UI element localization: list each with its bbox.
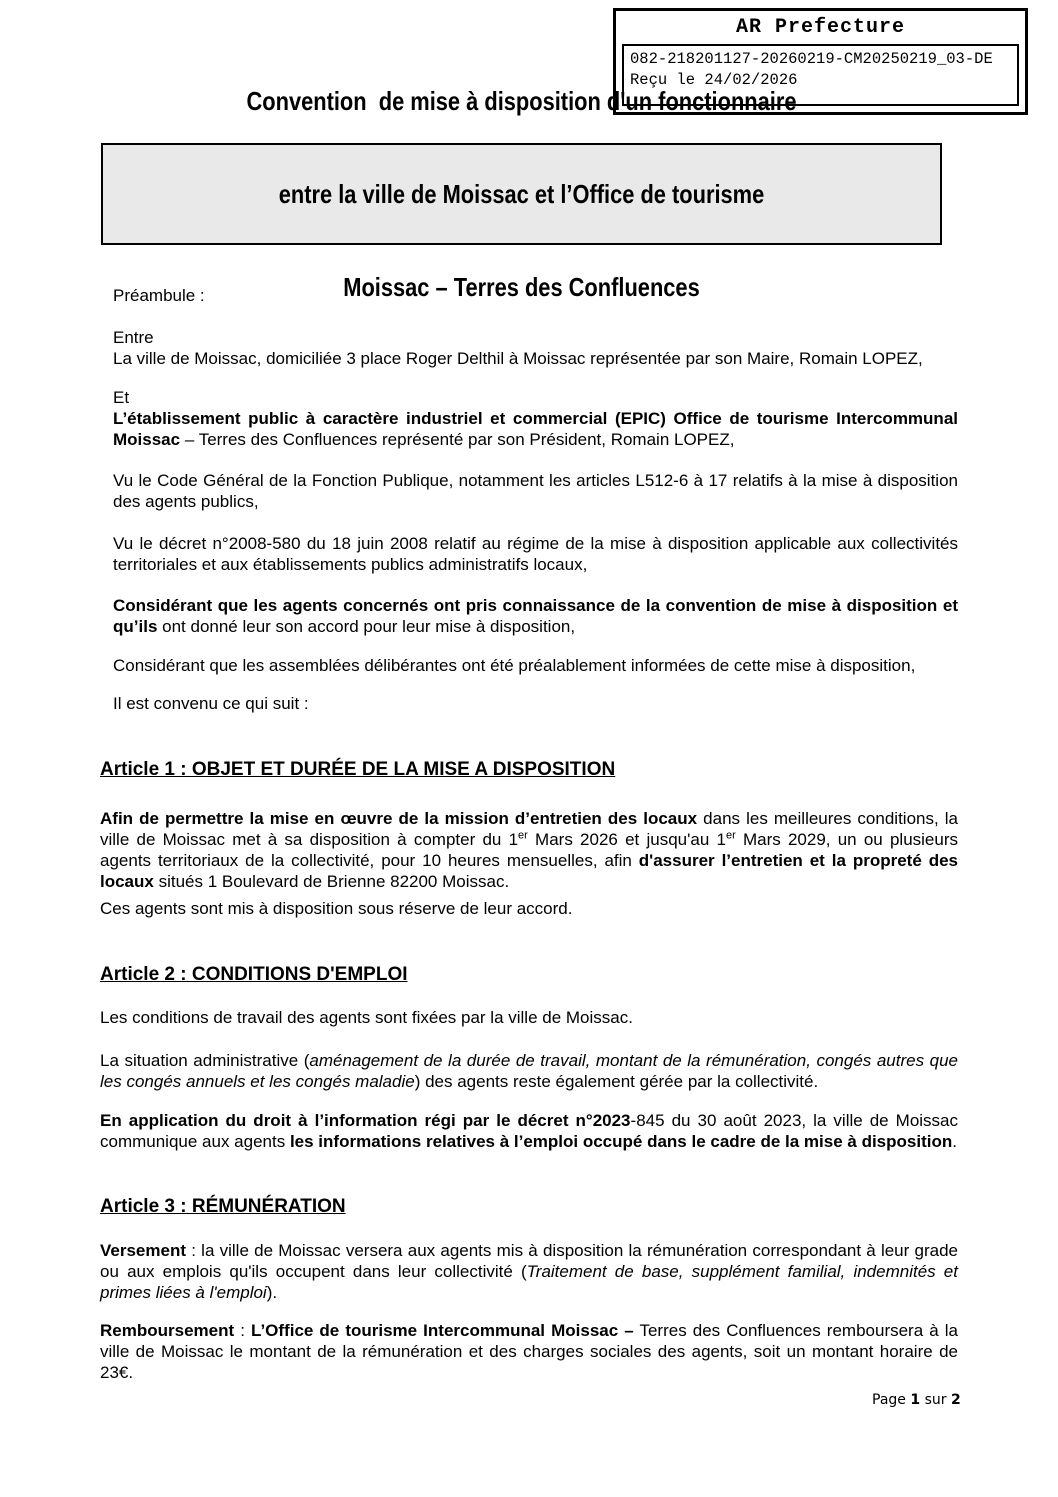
italic-run: aménagement de la durée de travail, montant de la rémunération, congés autres que les congés annuels et les congés maladie [100, 1051, 958, 1091]
paragraph-vu-code: Vu le Code Général de la Fonction Publique, notamment les articles L512-6 à 17 relatifs à la mise à disposition des agents publics, [113, 471, 958, 511]
bold-run: En application du droit à l’information régi par le décret n°2023 [100, 1111, 631, 1130]
paragraph-vu-decret: Vu le décret n°2008-580 du 18 juin 2008 relatif au régime de la mise à disposition applicable aux collectivités territoriales et aux établissements publics administratifs locaux, [113, 534, 958, 574]
bold-run: L’établissement public à caractère industriel et commercial (EPIC) Office de tourisme Intercommunal Moissac [113, 409, 958, 449]
article-3-paragraph-1 [100, 1240, 958, 1303]
paragraph-parties-entre [100, 327, 958, 369]
article-2-paragraph-3 [100, 1110, 958, 1152]
text-run: -845 du 30 août 2023, la ville de Moissac communique aux agents [100, 1111, 959, 1151]
text-run: La situation administrative ( [100, 1051, 310, 1070]
page-total: 2 [950, 1392, 961, 1408]
text-run: Et [113, 388, 130, 407]
article-2-heading: Article 2 : CONDITIONS D'EMPLOI [100, 964, 408, 985]
page-word: Page [872, 1392, 906, 1408]
text-run: : la ville de Moissac versera aux agents mis à disposition la rémunération correspondant à leur grade ou aux emplois qu'ils occupent dans leur collectivité ( [100, 1241, 958, 1281]
stamp-received-date: Reçu le 24/02/2026 [630, 71, 798, 89]
italic-run: Traitement de base, supplément familial, indemnités et primes liées à l'emploi [100, 1262, 958, 1302]
text-run: ) des agents reste également gérée par la collectivité. [414, 1072, 819, 1091]
text-run: ont donné leur son accord pour leur mise à disposition, [157, 617, 576, 636]
bold-run: L’Office de tourisme Intercommunal Moissac – [251, 1321, 634, 1340]
text-run: ). [266, 1283, 278, 1302]
article-2-paragraph-1: Les conditions de travail des agents sont fixées par la ville de Moissac. [100, 1008, 633, 1027]
preamble-label: Préambule : [113, 286, 205, 305]
title-line-2: entre la ville de Moissac et l’Office de tourisme [278, 178, 765, 209]
text-run: Mars 2029, un ou plusieurs agents territoriaux de la collectivité, pour 10 heures mensuelles, afin [100, 830, 959, 870]
title-line-1: Convention de mise à disposition d'un fonctionnaire [246, 85, 797, 116]
article-3-heading: Article 3 : RÉMUNÉRATION [100, 1196, 346, 1217]
text-run: La ville de Moissac, domiciliée 3 place Roger Delthil à Moissac représentée par son Maire, Romain LOPEZ, [113, 349, 923, 368]
stamp-reference-number: 082-218201127-20260219-CM20250219_03-DE [630, 50, 993, 68]
bold-run: d'assurer l’entretien et la propreté des locaux [100, 851, 959, 891]
article-1-paragraph-1 [100, 808, 958, 892]
article-3-paragraph-2 [100, 1320, 958, 1383]
article-1-heading: Article 1 : OBJET ET DURÉE DE LA MISE A DISPOSITION [100, 759, 616, 780]
bold-run: Afin de permettre la mise en œuvre de la mission d’entretien des locaux [100, 809, 698, 828]
title-line-3: Moissac – Terres des Confluences [343, 271, 700, 302]
text-run: – Terres des Confluences représenté par son Président, Romain LOPEZ, [180, 430, 735, 449]
paragraph-considerant-2: Considérant que les assemblées délibérantes ont été préalablement informées de cette mise à disposition, [113, 656, 916, 675]
text-run: . [952, 1132, 957, 1151]
text-run: Entre [113, 328, 154, 347]
stamp-title: AR Prefecture [735, 16, 906, 39]
text-run: : [234, 1321, 251, 1340]
text-run: situés 1 Boulevard de Brienne 82200 Moissac. [153, 872, 510, 891]
paragraph-convenu: Il est convenu ce qui suit : [113, 694, 309, 713]
bold-run: Considérant que les agents concernés ont pris connaissance de la convention de mise à disposition et qu’ils [113, 596, 958, 636]
article-1-paragraph-2: Ces agents sont mis à disposition sous réserve de leur accord. [100, 899, 573, 918]
document-body [100, 285, 958, 1383]
page-current: 1 [910, 1392, 921, 1408]
bold-run: les informations relatives à l’emploi occupé dans le cadre de la mise à disposition [289, 1132, 953, 1151]
text-run: Terres des Confluences remboursera à la ville de Moissac le montant de la rémunération et des charges sociales des agents, soit un montant horaire de 23€. [100, 1321, 958, 1382]
sur-word: sur [924, 1392, 947, 1408]
bold-run: Versement [100, 1241, 186, 1260]
bold-run: Remboursement [100, 1321, 235, 1340]
paragraph-parties-et [100, 387, 958, 450]
article-2-paragraph-2 [100, 1050, 958, 1092]
text-run: dans les meilleures conditions, la ville de Moissac met à sa disposition à compter du 1 [100, 809, 959, 849]
page-number [872, 1391, 961, 1409]
superscript-er: er [518, 829, 528, 842]
text-run: Mars 2026 et jusqu'au 1 [527, 830, 726, 849]
paragraph-considerant-1 [100, 595, 958, 637]
superscript-er: er [725, 829, 736, 842]
